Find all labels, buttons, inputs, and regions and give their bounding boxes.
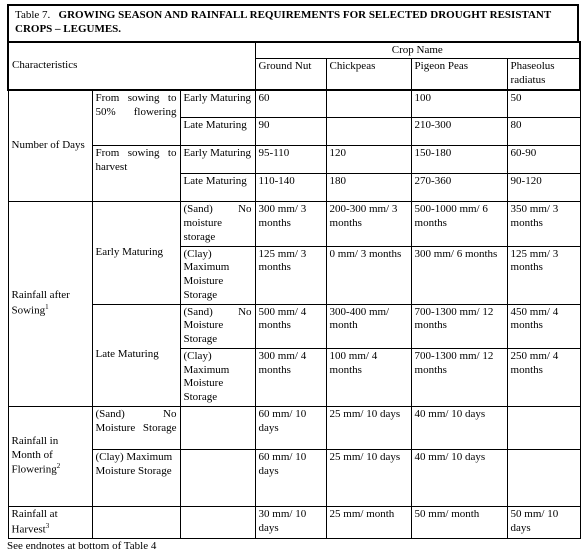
table-cell: 90 [255, 118, 326, 146]
empty-cell [180, 506, 255, 538]
empty-cell [92, 506, 180, 538]
table-cell [326, 118, 411, 146]
soil-label: (Sand) No Moisture Storage [92, 406, 180, 449]
days-harvest-label: From sowing to harvest [92, 146, 180, 202]
crop-header: Phaseolus radiatus [507, 59, 580, 90]
table-cell: 50 [507, 90, 580, 118]
table-cell: 500 mm/ 4 months [255, 304, 326, 348]
table-cell: 40 mm/ 10 days [411, 449, 507, 506]
maturity-label: Late Maturing [180, 118, 255, 146]
table-row [8, 90, 580, 118]
table-cell [326, 90, 411, 118]
table-number: Table 7. [15, 9, 51, 21]
endnote-marker: 3 [45, 521, 50, 530]
table-cell: 125 mm/ 3 months [255, 246, 326, 304]
table-row [8, 406, 580, 449]
table-cell: 270-360 [411, 174, 507, 202]
table-row [8, 506, 580, 538]
crop-header: Chickpeas [326, 59, 411, 90]
section-label-text: Rainfall at Harvest [11, 507, 58, 536]
table-cell: 25 mm/ month [326, 506, 411, 538]
table-row [8, 146, 580, 174]
crop-header: Pigeon Peas [411, 59, 507, 90]
soil-label: (Clay) Maximum Moisture Storage [92, 449, 180, 506]
table-cell: 60 [255, 90, 326, 118]
characteristics-header: Characteristics [8, 42, 255, 90]
crop-name-header: Crop Name [255, 42, 580, 59]
table-cell: 50 mm/ 10 days [507, 506, 580, 538]
footnote: See endnotes at bottom of Table 4 [7, 540, 157, 552]
days-flowering-label: From sowing to 50% flowering [92, 90, 180, 146]
soil-label: (Clay) Maximum Moisture Storage [180, 348, 255, 406]
days-section-label: Number of Days [8, 90, 92, 202]
table-cell: 60-90 [507, 146, 580, 174]
table-cell: 100 mm/ 4 months [326, 348, 411, 406]
table-cell: 80 [507, 118, 580, 146]
table-cell: 120 [326, 146, 411, 174]
table-cell: 25 mm/ 10 days [326, 449, 411, 506]
table-row [8, 202, 580, 246]
table-cell: 300-400 mm/ month [326, 304, 411, 348]
table-cell: 100 [411, 90, 507, 118]
table-caption [7, 4, 579, 41]
crop-header: Ground Nut [255, 59, 326, 90]
table-cell: 300 mm/ 3 months [255, 202, 326, 246]
soil-label: (Sand) No Moisture Storage [180, 304, 255, 348]
table-cell: 125 mm/ 3 months [507, 246, 580, 304]
table-cell [507, 449, 580, 506]
table-cell: 450 mm/ 4 months [507, 304, 580, 348]
header-row-1 [8, 42, 580, 59]
rainfall-after-sowing-label [8, 202, 92, 407]
table-cell: 500-1000 mm/ 6 months [411, 202, 507, 246]
table-cell: 110-140 [255, 174, 326, 202]
table-cell: 60 mm/ 10 days [255, 406, 326, 449]
rainfall-flowering-label [8, 406, 92, 506]
table-cell: 300 mm/ 6 months [411, 246, 507, 304]
empty-cell [180, 449, 255, 506]
table-cell: 30 mm/ 10 days [255, 506, 326, 538]
section-label-text: Rainfall in Month of Flowering [11, 434, 59, 476]
table-row [8, 449, 580, 506]
table-container [7, 4, 579, 539]
table-cell: 210-300 [411, 118, 507, 146]
maturity-label: Late Maturing [92, 304, 180, 406]
table-cell: 60 mm/ 10 days [255, 449, 326, 506]
table-cell: 300 mm/ 4 months [255, 348, 326, 406]
soil-label: (Clay) Maximum Moisture Storage [180, 246, 255, 304]
empty-cell [180, 406, 255, 449]
table-cell: 50 mm/ month [411, 506, 507, 538]
table-cell: 350 mm/ 3 months [507, 202, 580, 246]
endnote-marker: 2 [56, 462, 61, 471]
table-cell [507, 406, 580, 449]
section-label-text: Rainfall after Sowing [11, 289, 70, 317]
table-cell: 200-300 mm/ 3 months [326, 202, 411, 246]
table-cell: 90-120 [507, 174, 580, 202]
rainfall-harvest-label [8, 506, 92, 538]
table-cell: 700-1300 mm/ 12 months [411, 348, 507, 406]
table-cell: 700-1300 mm/ 12 months [411, 304, 507, 348]
legume-requirements-table [7, 41, 581, 539]
table-cell: 0 mm/ 3 months [326, 246, 411, 304]
soil-label: (Sand) No moisture storage [180, 202, 255, 246]
table-cell: 95-110 [255, 146, 326, 174]
maturity-label: Early Maturing [92, 202, 180, 304]
table-cell: 150-180 [411, 146, 507, 174]
endnote-marker: 1 [45, 303, 49, 312]
table-title: GROWING SEASON AND RAINFALL REQUIREMENTS FOR SELECTED DROUGHT RESISTANT CROPS – LEGUMES. [15, 9, 551, 35]
table-row [8, 304, 580, 348]
table-cell: 250 mm/ 4 months [507, 348, 580, 406]
maturity-label: Early Maturing [180, 146, 255, 174]
maturity-label: Late Maturing [180, 174, 255, 202]
table-cell: 25 mm/ 10 days [326, 406, 411, 449]
table-cell: 40 mm/ 10 days [411, 406, 507, 449]
maturity-label: Early Maturing [180, 90, 255, 118]
table-cell: 180 [326, 174, 411, 202]
